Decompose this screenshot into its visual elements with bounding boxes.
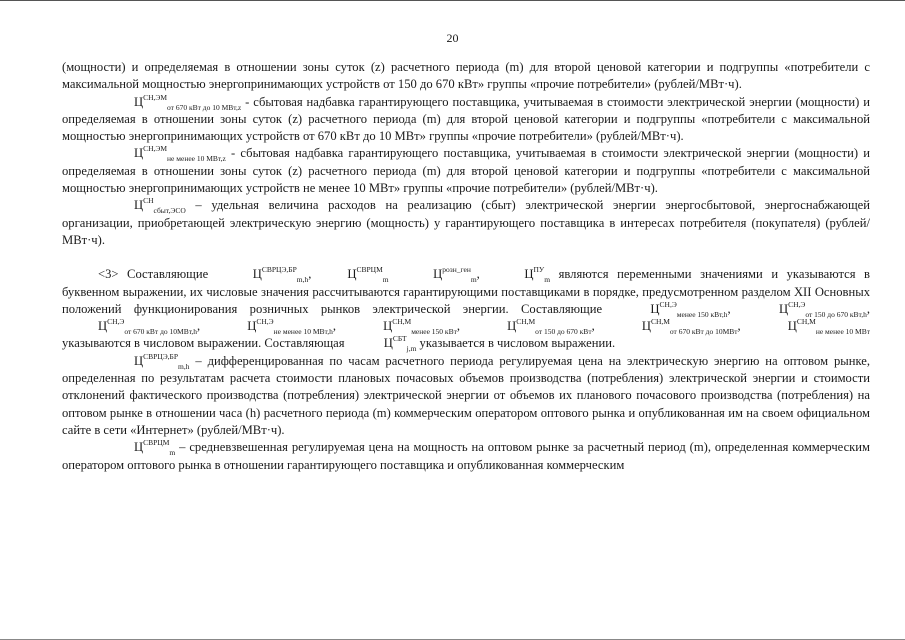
paragraph-6 <box>62 353 870 439</box>
formula-symbol: $Ц^{ПУ}_m$ <box>524 265 551 285</box>
formula-symbol: $Ц^{СН,Э}_{от 670 кВт до 10МВт,h}$ <box>98 317 198 337</box>
paragraph-3-text: - сбытовая надбавка гарантирующего поставщика, учитываемая в стоимости электрической энергии (мощности) и определяемая в отношении зоны суток (z) расчетного периода (m) для второй ценовой категории и подгруппы «потребители с максимальной мощностью энергопринимающих устройств не менее 10 МВт» группы «прочие потребители» (рублей/МВт·ч). <box>62 146 870 196</box>
formula-symbol: $Ц^{СН,Э}_{менее 150 кВт,h}$ <box>650 299 728 319</box>
formula-symbol: $Ц^{СН,Э}_{от 150 до 670 кВт,h}$ <box>779 299 867 319</box>
paragraph-4-text: – удельная величина расходов на реализацию (сбыт) электрической энергии энергосбытовой, энергоснабжающей организации, приобретающей электрическую энергию (мощность) у гарантирующего поставщика в интересах потребителя (покупателя) (рублей/МВт·ч). <box>62 198 870 247</box>
formula-symbol: $Ц^{СН,М}_{от 150 до 670 кВт}$ <box>507 317 592 337</box>
paragraph-2-text: - сбытовая надбавка гарантирующего поставщика, учитываемая в стоимости электрической энергии (мощности) и определяемая в отношении зоны суток (z) расчетного периода (m) для второй ценовой категории и подгруппы «потребители с максимальной мощностью энергопринимающих устройств от 670 кВт до 10 МВт» группы «прочие потребители» (рублей/МВт·ч). <box>62 94 870 144</box>
document-body <box>62 59 870 474</box>
paragraph-gap <box>62 249 870 266</box>
page-top-edge <box>0 0 905 1</box>
formula-symbol: $Ц^{розн\_ген}_m$ <box>433 265 477 285</box>
formula-symbol: $Ц^{СН,Э}_{не менее 10 МВт,h}$ <box>247 317 333 337</box>
paragraph-1: (мощности) и определяемая в отношении зоны суток (z) расчетного периода (m) для второй ценовой категории и подгруппы «потребители с максимальной мощностью энергопринимающих устройств от 150 до 670 кВт» группы «прочие потребители» (рублей/МВт·ч). <box>62 60 870 92</box>
formula-symbol: $Ц^{СН,М}_{не менее 10 МВт}$ <box>787 317 871 337</box>
paragraph-2 <box>62 94 870 146</box>
formula-symbol: $Ц^{СН,ЭМ}_{не менее 10 МВт,z}$ <box>134 144 226 164</box>
formula-symbol: $Ц^{СВРЦЭ,БР}_{m,h}$ <box>252 265 309 285</box>
formula-symbol: $Ц^{СН,ЭМ}_{от 670 кВт до 10 МВт,z}$ <box>134 92 242 112</box>
formula-symbol: $Ц^{СВРЦЭ,БР}_{m,h}$ <box>134 351 190 371</box>
paragraph-4 <box>62 197 870 249</box>
formula-symbol: $Ц^{СВРЦМ}_m$ <box>134 438 176 458</box>
formula-symbol: $Ц^{СН,М}_{менее 150 кВт}$ <box>383 317 457 337</box>
page-number: 20 <box>446 31 459 45</box>
paragraph-6-text: – дифференцированная по часам расчетного периода регулируемая цена на электрическую энергию на оптовом рынке, определенная по результатам расчета стоимости плановых почасовых объемов производства (потребления) электрической энергии и стоимости отклонений фактического производства (потребления) электрической энергии от объемов их планового почасового производства (потребления) на оптовом рынке в отношении часа (h) расчетного периода (m) коммерческим оператором оптового рынка и опубликованная им на своем официальном сайте в сети «Интернет» (рублей/МВт·ч). <box>62 353 870 437</box>
paragraph-7 <box>62 439 870 474</box>
paragraph-5: <3> Составляющие $Ц^{СВРЦЭ,БР}_{m,h}$, $Ц^{СВРЦМ}_m$ $Ц^{розн\_ген}_m$, $Ц^{ПУ}_m$ являются переменными значениями и указываются в буквенном выражении, их числовые значения рассчитываются гарантирующими поставщиками в порядке, предусмотренном разделом XII Основных положений функционирования розничных рынков электрической энергии. Составляющие $Ц^{СН,Э}_{менее 150 кВт,h}$, $Ц^{СН,Э}_{от 150 до 670 кВт,h}$, $Ц^{СН,Э}_{от 670 кВт до 10МВт,h}$, $Ц^{СН,Э}_{не менее 10 МВт,h}$, $Ц^{СН,М}_{менее 150 кВт}$, $Ц^{СН,М}_{от 150 до 670 кВт}$, $Ц^{СН,М}_{от 670 кВт до 10МВт}$, $Ц^{СН,М}_{не менее 10 МВт}$ указываются в числовом выражении. Составляющая $Ц^{СБТ}_{j,m}$ указывается в числовом выражении. <box>62 265 871 354</box>
paragraph-7-text: – средневзвешенная регулируемая цена на мощность на оптовом рынке за расчетный период (m), определенная коммерческим оператором оптового рынка в отношении гарантирующего поставщика и опубликованная коммерческим <box>62 440 870 472</box>
formula-symbol: $Ц^{СБТ}_{j,m}$ <box>383 334 417 354</box>
paragraph-3 <box>62 145 870 197</box>
formula-symbol: $Ц^{СВРЦМ}_m$ <box>347 265 389 285</box>
formula-symbol: $Ц^{СН}_{сбыт,ЭСО}$ <box>134 196 186 216</box>
formula-symbol: $Ц^{СН,М}_{от 670 кВт до 10МВт}$ <box>641 317 738 337</box>
